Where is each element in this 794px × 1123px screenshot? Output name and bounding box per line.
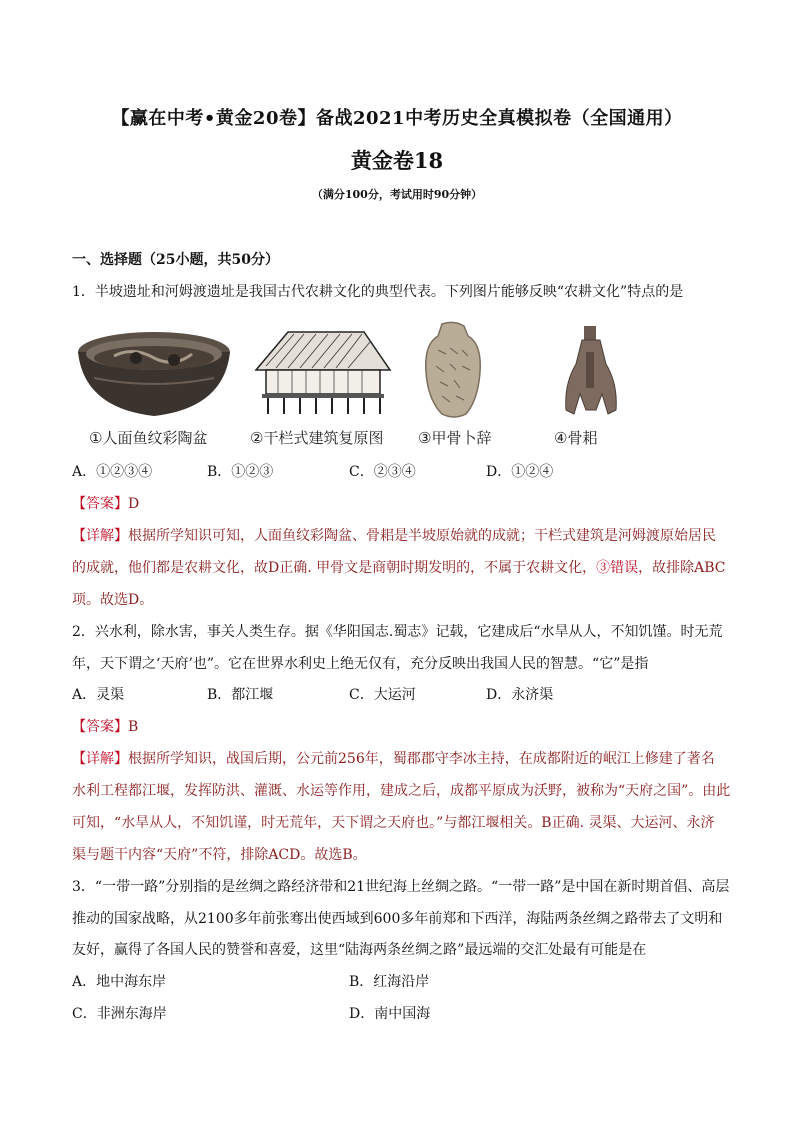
q1-option-a: A．①②③④ — [72, 464, 153, 480]
detail-text: 根据所学知识，战国后期，公元前256年，蜀郡郡守李冰主持，在成都附近的岷江上修建了著名 — [128, 751, 715, 767]
q2-answer — [72, 717, 138, 737]
q1-detail-line-3: 项。故选D。 — [72, 592, 154, 608]
answer-value: D — [128, 496, 140, 512]
detail-text: 根据所学知识可知，人面鱼纹彩陶盆、骨耜是半坡原始就的成就；干栏式建筑是河姆渡原始居民 — [128, 528, 716, 544]
q2-detail-line-1 — [72, 749, 715, 769]
figure-caption-3: ③甲骨卜辞 — [418, 429, 492, 447]
q2-detail-line-3: 可知，“水旱从人，不知饥谨，时无荒年，天下谓之天府也。”与都江堰相关。B正确. 灵渠、大运河、永济 — [72, 815, 715, 831]
bone-spade-icon — [562, 324, 620, 418]
detail-text: ，故排除ABC — [638, 560, 726, 576]
q3-option-a: A．地中海东岸 — [72, 974, 167, 990]
q2-option-d: D．永济渠 — [486, 687, 554, 703]
section-heading: 一、选择题（25小题，共50分） — [72, 252, 279, 268]
answer-label: 【答案】 — [72, 719, 128, 735]
paper-number: 黄金卷18 — [350, 148, 444, 173]
detail-highlight: ③错误 — [596, 560, 639, 576]
exam-title: 【赢在中考•黄金20卷】备战2021中考历史全真模拟卷（全国通用） — [111, 108, 683, 129]
q1-option-c: C．②③④ — [349, 464, 416, 480]
detail-label: 【详解】 — [72, 528, 128, 544]
q3-stem-line-2: 推动的国家战略，从2100多年前张骞出使西域到600多年前郑和下西洋，海陆两条丝绸之路带去了文明和 — [72, 911, 723, 927]
q1-answer — [72, 494, 139, 514]
figure-caption-2: ②干栏式建筑复原图 — [250, 429, 384, 447]
q1-detail-line-1 — [72, 526, 716, 546]
q1-detail-line-2 — [72, 558, 726, 578]
q3-option-b: B．红海沿岸 — [349, 974, 430, 990]
q3-stem-line-3: 友好，赢得了各国人民的赞誉和喜爱，这里“陆海两条丝绸之路”最远端的交汇处最有可能是在 — [72, 942, 647, 958]
q1-stem: 1．半坡遗址和河姆渡遗址是我国古代农耕文化的典型代表。下列图片能够反映“农耕文化”特点的是 — [72, 284, 684, 300]
q3-option-c: C．非洲东海岸 — [72, 1006, 167, 1022]
detail-text: 的成就，他们都是农耕文化，故D正确. 甲骨文是商朝时期发明的，不属于农耕文化， — [72, 560, 597, 576]
q2-stem-line-2: 年，天下谓之‘天府’也”。它在世界水利史上绝无仅有，充分反映出我国人民的智慧。“它”是指 — [72, 656, 649, 672]
exam-note: （满分100分，考试用时90分钟） — [311, 188, 483, 201]
q2-option-b: B．都江堰 — [207, 687, 274, 703]
oracle-bone-icon — [420, 320, 486, 420]
q3-option-d: D．南中国海 — [349, 1006, 431, 1022]
stilt-house-icon — [246, 326, 396, 418]
answer-value: B — [128, 719, 139, 735]
answer-label: 【答案】 — [72, 496, 128, 512]
q2-option-a: A．灵渠 — [72, 687, 125, 703]
q2-stem-line-1: 2．兴水利，除水害，事关人类生存。据《华阳国志.蜀志》记载，它建成后“水旱从人，不知饥馑。时无荒 — [72, 624, 723, 640]
figure-caption-4: ④骨耜 — [554, 429, 598, 447]
q1-option-b: B．①②③ — [207, 464, 274, 480]
q2-option-c: C．大运河 — [349, 687, 416, 703]
painted-pottery-basin-icon — [74, 328, 234, 420]
q2-detail-line-4: 渠与题干内容“天府”不符，排除ACD。故选B。 — [72, 847, 367, 863]
detail-label: 【详解】 — [72, 751, 128, 767]
q3-stem-line-1: 3．“一带一路”分别指的是丝绸之路经济带和21世纪海上丝绸之路。“一带一路”是中国在新时期首倡、高层 — [72, 879, 730, 895]
figure-caption-1: ①人面鱼纹彩陶盆 — [89, 429, 208, 447]
q2-detail-line-2: 水利工程都江堰，发挥防洪、灌溉、水运等作用，建成之后，成都平原成为沃野，被称为“天府之国”。由此 — [72, 783, 731, 799]
q1-option-d: D．①②④ — [486, 464, 554, 480]
